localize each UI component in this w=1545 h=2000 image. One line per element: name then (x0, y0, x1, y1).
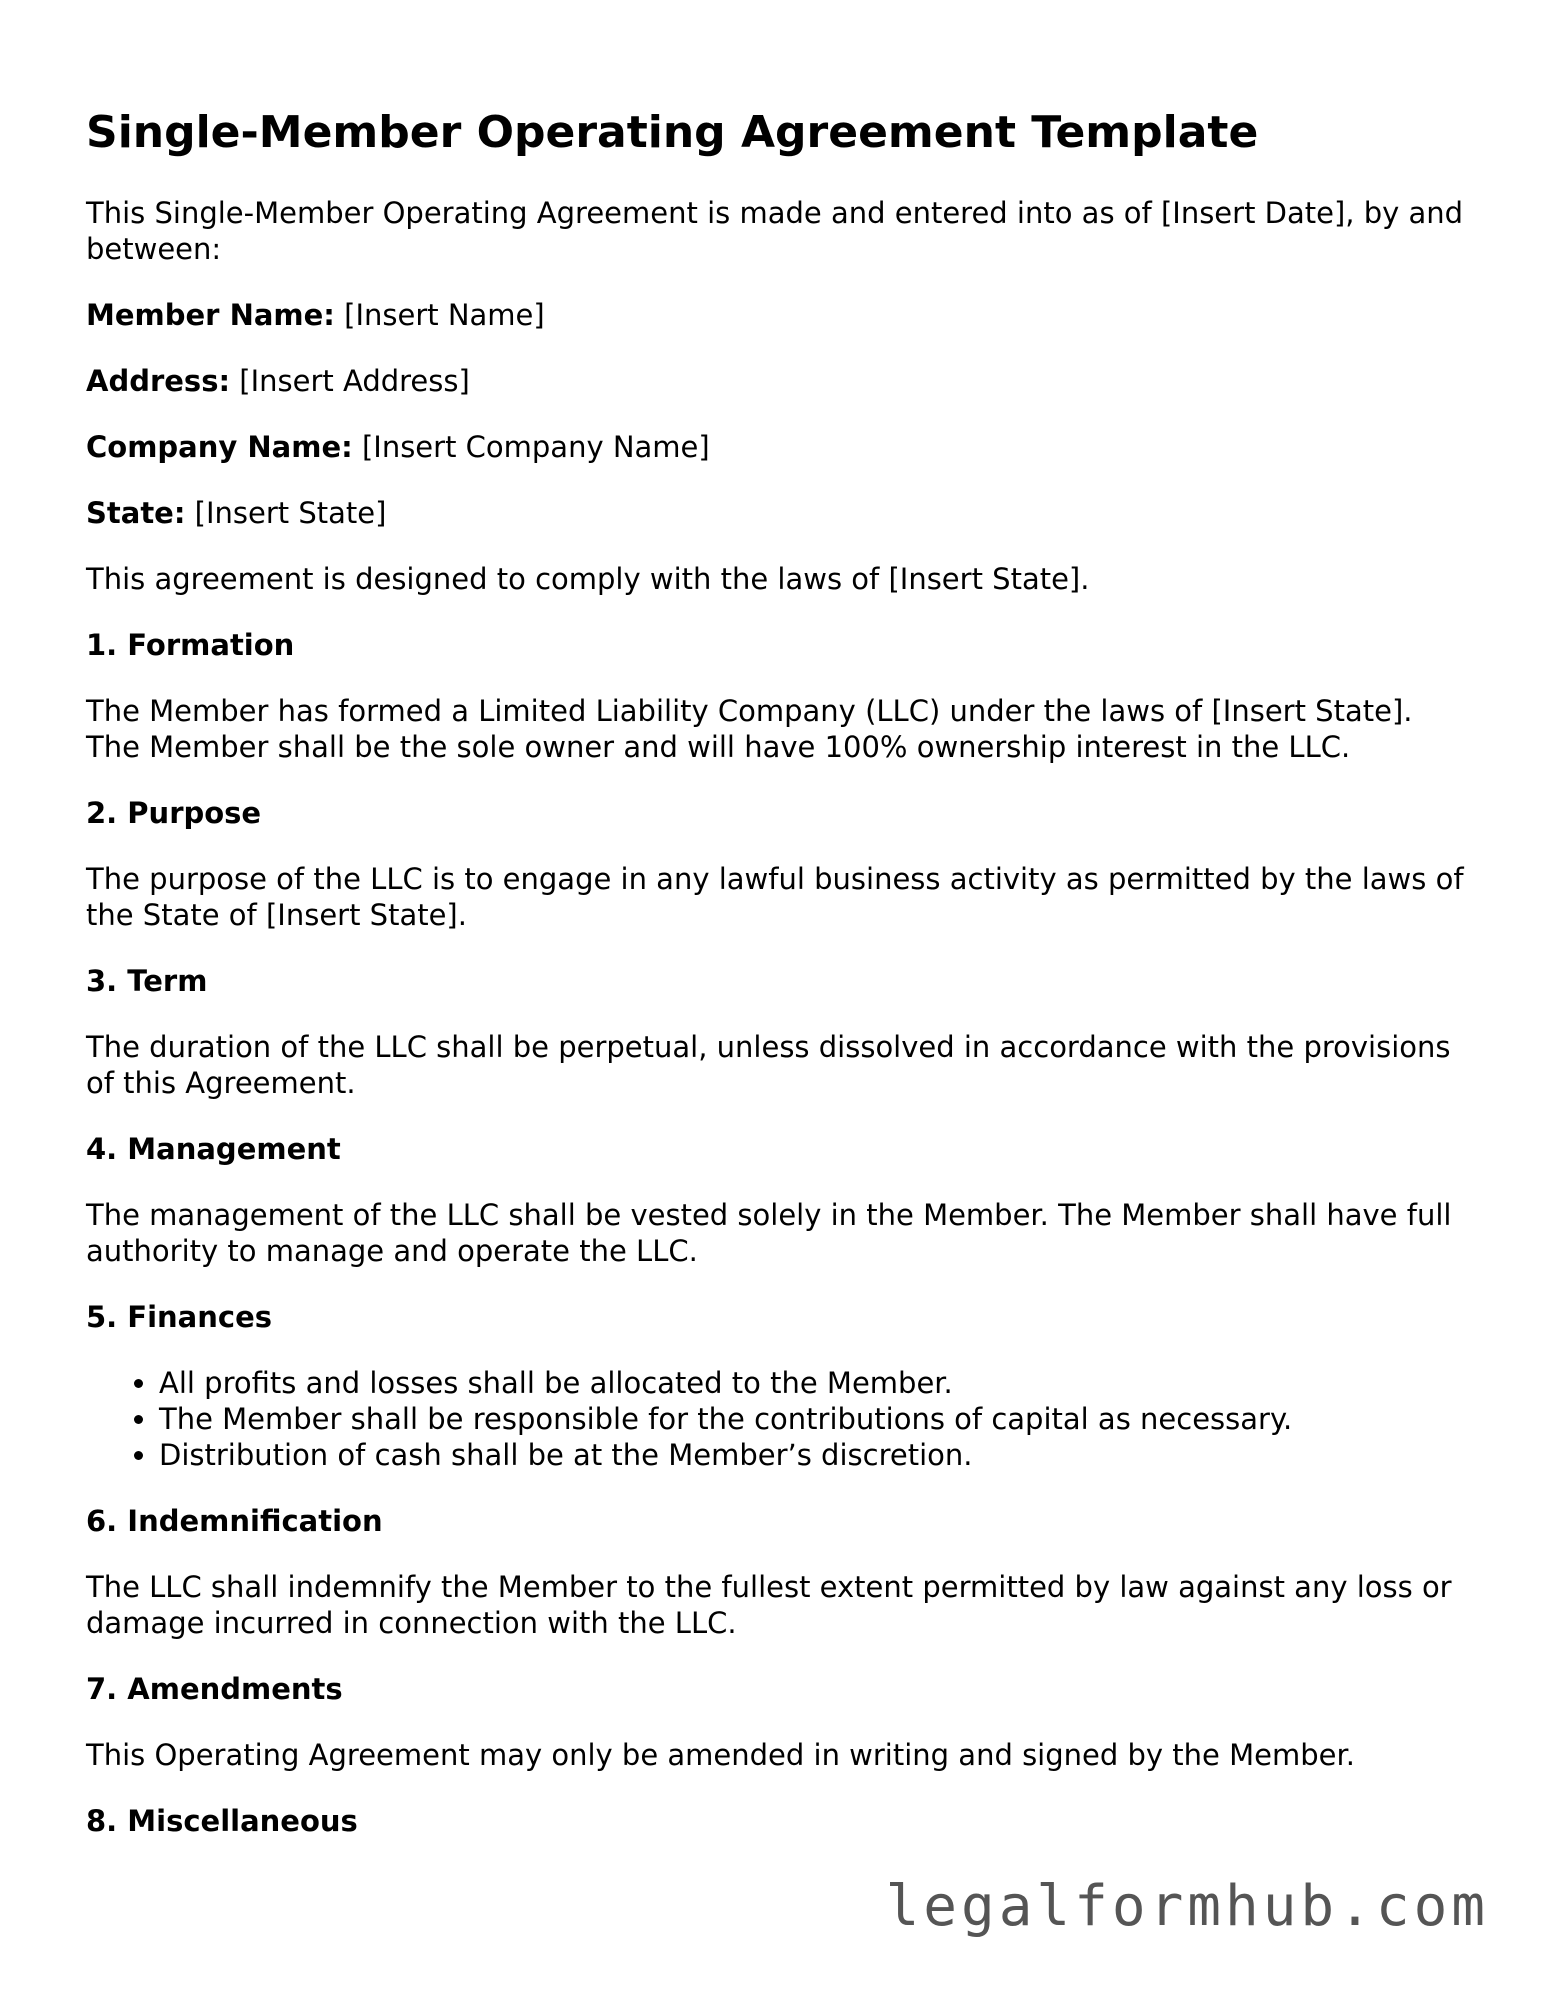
document-page (86, 105, 1471, 1869)
field-value: [Insert State] (185, 496, 387, 530)
compliance-paragraph: This agreement is designed to comply with the laws of [Insert State]. (86, 562, 1090, 596)
section-body-management: The management of the LLC shall be vested solely in the Member. The Member shall have full authority to manage and operate the LLC. (86, 1198, 1452, 1268)
field-address (86, 363, 1471, 399)
field-value: [Insert Name] (334, 298, 545, 332)
section-body-term: The duration of the LLC shall be perpetual, unless dissolved in accordance with the provisions of this Agreement. (86, 1030, 1451, 1100)
field-value: [Insert Company Name] (352, 430, 710, 464)
field-label: State: (86, 496, 186, 530)
watermark: legalformhub.com (885, 1874, 1489, 1939)
section-heading-formation: 1. Formation (86, 628, 295, 662)
field-state (86, 495, 1471, 531)
section-heading-indemnification: 6. Indemnification (86, 1504, 383, 1538)
finances-list (86, 1365, 1471, 1473)
field-label: Company Name: (86, 430, 353, 464)
section-body-amendments: This Operating Agreement may only be amended in writing and signed by the Member. (86, 1738, 1355, 1772)
field-company-name (86, 429, 1471, 465)
section-heading-finances: 5. Finances (86, 1300, 273, 1334)
section-heading-miscellaneous: 8. Miscellaneous (86, 1804, 358, 1838)
field-value: [Insert Address] (230, 364, 470, 398)
section-body-formation: The Member has formed a Limited Liability Company (LLC) under the laws of [Insert State]. The Member shall be the sole owner and will have 100% ownership interest in the LLC. (86, 694, 1413, 764)
document-title: Single-Member Operating Agreement Template (86, 107, 1259, 158)
list-item: • Distribution of cash shall be at the Member’s discretion. (159, 1437, 1471, 1473)
field-member-name (86, 297, 1471, 333)
list-item: • All profits and losses shall be allocated to the Member. (159, 1365, 1471, 1401)
field-label: Address: (86, 364, 231, 398)
section-heading-term: 3. Term (86, 964, 208, 998)
section-heading-management: 4. Management (86, 1132, 341, 1166)
list-item: • The Member shall be responsible for the contributions of capital as necessary. (159, 1401, 1471, 1437)
section-body-purpose: The purpose of the LLC is to engage in any lawful business activity as permitted by the laws of the State of [Insert State]. (86, 862, 1464, 932)
section-heading-purpose: 2. Purpose (86, 796, 262, 830)
section-heading-amendments: 7. Amendments (86, 1672, 343, 1706)
intro-paragraph: This Single-Member Operating Agreement is made and entered into as of [Insert Date], by and between: (86, 196, 1464, 266)
section-body-indemnification: The LLC shall indemnify the Member to the fullest extent permitted by law against any loss or damage incurred in connection with the LLC. (86, 1570, 1452, 1640)
field-label: Member Name: (86, 298, 335, 332)
